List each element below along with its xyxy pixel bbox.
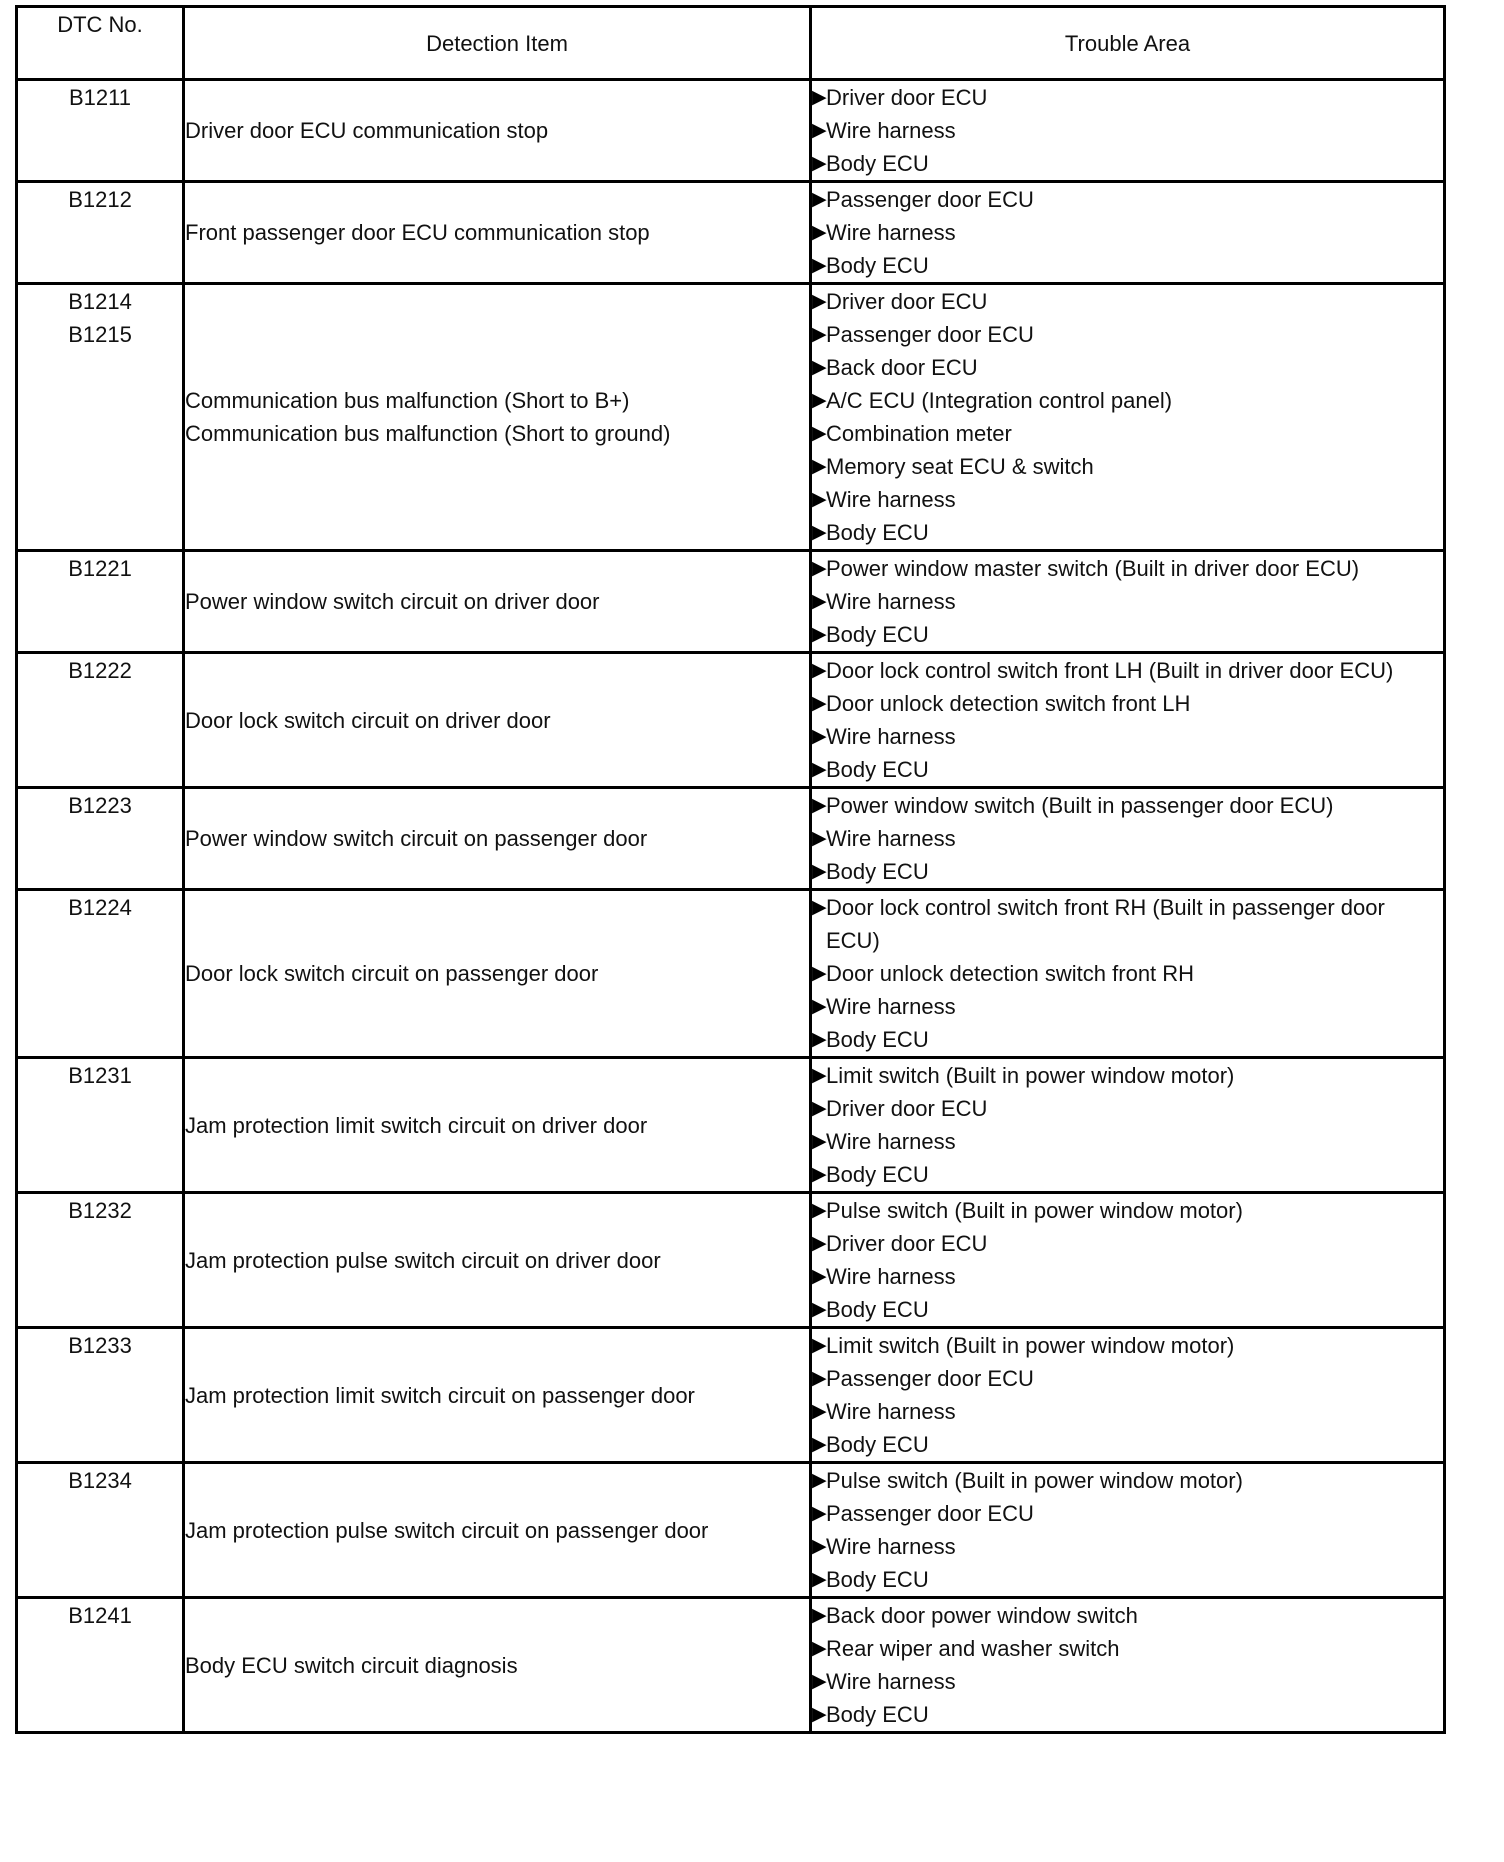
- dtc-number-cell: [17, 1193, 184, 1328]
- right-triangle-bullet-icon: ▶: [812, 693, 827, 714]
- trouble-area-cell: [811, 551, 1445, 653]
- dtc-number-cell: [17, 653, 184, 788]
- detection-item-text: Driver door ECU communication stop: [185, 118, 549, 143]
- trouble-area-text: Body ECU: [826, 622, 929, 647]
- dtc-code: B1222: [68, 658, 132, 683]
- table-row: [17, 1058, 1445, 1193]
- dtc-number-cell: [17, 1598, 184, 1733]
- right-triangle-bullet-icon: ▶: [812, 423, 827, 444]
- trouble-area-item: [812, 789, 1443, 822]
- trouble-area-text: Limit switch (Built in power window motor): [826, 1063, 1235, 1088]
- trouble-area-text: Back door power window switch: [826, 1603, 1138, 1628]
- trouble-area-item: [812, 1059, 1443, 1092]
- trouble-area-cell: [811, 788, 1445, 890]
- right-triangle-bullet-icon: ▶: [812, 861, 827, 882]
- trouble-area-item: [812, 1125, 1443, 1158]
- dtc-number-cell: [17, 890, 184, 1058]
- trouble-area-item: [812, 81, 1443, 114]
- dtc-code: B1224: [68, 895, 132, 920]
- dtc-code: B1214: [68, 289, 132, 314]
- trouble-area-item: [812, 1665, 1443, 1698]
- trouble-area-item: [812, 822, 1443, 855]
- right-triangle-bullet-icon: ▶: [812, 795, 827, 816]
- right-triangle-bullet-icon: ▶: [812, 1029, 827, 1050]
- trouble-area-text: Wire harness: [826, 118, 956, 143]
- table-row: [17, 1193, 1445, 1328]
- right-triangle-bullet-icon: ▶: [812, 1266, 827, 1287]
- trouble-area-item: [812, 1530, 1443, 1563]
- trouble-area-item: [812, 318, 1443, 351]
- dtc-code: B1212: [68, 187, 132, 212]
- dtc-number-cell: [17, 284, 184, 551]
- trouble-area-item: [812, 216, 1443, 249]
- trouble-area-text: Body ECU: [826, 253, 929, 278]
- dtc-code: B1234: [68, 1468, 132, 1493]
- dtc-number-cell: [17, 1328, 184, 1463]
- dtc-code: B1241: [68, 1603, 132, 1628]
- trouble-area-text: Rear wiper and washer switch: [826, 1636, 1120, 1661]
- trouble-area-text: Driver door ECU: [826, 289, 988, 314]
- detection-item-text: Power window switch circuit on driver door: [185, 589, 600, 614]
- trouble-area-cell: [811, 80, 1445, 182]
- trouble-area-item: [812, 552, 1443, 585]
- right-triangle-bullet-icon: ▶: [812, 1368, 827, 1389]
- table-row: [17, 551, 1445, 653]
- trouble-area-item: [812, 384, 1443, 417]
- right-triangle-bullet-icon: ▶: [812, 726, 827, 747]
- trouble-area-text: Wire harness: [826, 1669, 956, 1694]
- right-triangle-bullet-icon: ▶: [812, 1335, 827, 1356]
- right-triangle-bullet-icon: ▶: [812, 1704, 827, 1725]
- dtc-number-cell: [17, 1058, 184, 1193]
- dtc-number-cell: [17, 80, 184, 182]
- detection-item-text: Body ECU switch circuit diagnosis: [185, 1652, 518, 1678]
- trouble-area-text: Wire harness: [826, 826, 956, 851]
- trouble-area-item: [812, 351, 1443, 384]
- trouble-area-item: [812, 1260, 1443, 1293]
- trouble-area-item: [812, 417, 1443, 450]
- trouble-area-text: Wire harness: [826, 220, 956, 245]
- right-triangle-bullet-icon: ▶: [812, 1434, 827, 1455]
- trouble-area-item: [812, 618, 1443, 651]
- dtc-code: B1231: [68, 1063, 132, 1088]
- trouble-area-item: [812, 720, 1443, 753]
- right-triangle-bullet-icon: ▶: [812, 1164, 827, 1185]
- trouble-area-text: Wire harness: [826, 1399, 956, 1424]
- trouble-area-item: [812, 114, 1443, 147]
- right-triangle-bullet-icon: ▶: [812, 996, 827, 1017]
- trouble-area-item: [812, 1563, 1443, 1596]
- dtc-number-cell: [17, 182, 184, 284]
- dtc-code: B1221: [68, 556, 132, 581]
- trouble-area-cell: [811, 1193, 1445, 1328]
- right-triangle-bullet-icon: ▶: [812, 153, 827, 174]
- right-triangle-bullet-icon: ▶: [812, 255, 827, 276]
- detection-item-cell: [184, 284, 811, 551]
- table-row: [17, 182, 1445, 284]
- trouble-area-text: Passenger door ECU: [826, 1366, 1034, 1391]
- trouble-area-item: [812, 1599, 1443, 1632]
- trouble-area-text: Wire harness: [826, 589, 956, 614]
- right-triangle-bullet-icon: ▶: [812, 897, 827, 918]
- detection-item-text: Door lock switch circuit on passenger door: [185, 961, 599, 986]
- detection-item-text: Communication bus malfunction (Short to ground): [185, 421, 671, 446]
- detection-item-cell: [184, 653, 811, 788]
- right-triangle-bullet-icon: ▶: [812, 1470, 827, 1491]
- dtc-table: [15, 5, 1446, 1734]
- right-triangle-bullet-icon: ▶: [812, 660, 827, 681]
- dtc-code: B1215: [68, 322, 132, 347]
- table-row: [17, 80, 1445, 182]
- trouble-area-text: Driver door ECU: [826, 85, 988, 110]
- right-triangle-bullet-icon: ▶: [812, 1098, 827, 1119]
- trouble-area-item: [812, 990, 1443, 1023]
- trouble-area-text: Body ECU: [826, 757, 929, 782]
- right-triangle-bullet-icon: ▶: [812, 1638, 827, 1659]
- right-triangle-bullet-icon: ▶: [812, 828, 827, 849]
- trouble-area-cell: [811, 182, 1445, 284]
- dtc-number-cell: [17, 551, 184, 653]
- dtc-number-cell: [17, 788, 184, 890]
- right-triangle-bullet-icon: ▶: [812, 291, 827, 312]
- header-row: [17, 7, 1445, 80]
- trouble-area-item: [812, 654, 1443, 687]
- right-triangle-bullet-icon: ▶: [812, 1401, 827, 1422]
- trouble-area-item: [812, 1158, 1443, 1191]
- trouble-area-item: [812, 1497, 1443, 1530]
- right-triangle-bullet-icon: ▶: [812, 1233, 827, 1254]
- trouble-area-item: [812, 249, 1443, 282]
- dtc-code: B1233: [68, 1333, 132, 1358]
- table-row: [17, 890, 1445, 1058]
- trouble-area-cell: [811, 1058, 1445, 1193]
- trouble-area-text: Wire harness: [826, 487, 956, 512]
- trouble-area-cell: [811, 284, 1445, 551]
- detection-item-cell: [184, 1598, 811, 1733]
- trouble-area-text: Passenger door ECU: [826, 187, 1034, 212]
- trouble-area-item: [812, 1464, 1443, 1497]
- trouble-area-text: Wire harness: [826, 1264, 956, 1289]
- detection-item-cell: [184, 80, 811, 182]
- trouble-area-text: Limit switch (Built in power window motor): [826, 1333, 1235, 1358]
- detection-item-cell: [184, 890, 811, 1058]
- detection-item-cell: [184, 1058, 811, 1193]
- table-row: [17, 653, 1445, 788]
- trouble-area-item: [812, 1092, 1443, 1125]
- trouble-area-text: Power window master switch (Built in driver door ECU): [826, 556, 1360, 581]
- trouble-area-item: [812, 1293, 1443, 1326]
- table-row: [17, 1463, 1445, 1598]
- table-row: [17, 1598, 1445, 1733]
- trouble-area-item: [812, 1023, 1443, 1056]
- trouble-area-text: Passenger door ECU: [826, 1501, 1034, 1526]
- trouble-area-item: [812, 1395, 1443, 1428]
- detection-item-cell: [184, 1193, 811, 1328]
- trouble-area-text: Body ECU: [826, 1297, 929, 1322]
- trouble-area-cell: [811, 1328, 1445, 1463]
- trouble-area-text: Body ECU: [826, 1432, 929, 1457]
- trouble-area-text: Power window switch (Built in passenger door ECU): [826, 793, 1334, 818]
- trouble-area-item: [812, 1632, 1443, 1665]
- detection-item-cell: [184, 1328, 811, 1463]
- trouble-area-item: [812, 516, 1443, 549]
- right-triangle-bullet-icon: ▶: [812, 1299, 827, 1320]
- trouble-area-item: [812, 450, 1443, 483]
- trouble-area-text: Pulse switch (Built in power window motor): [826, 1468, 1243, 1493]
- right-triangle-bullet-icon: ▶: [812, 1605, 827, 1626]
- right-triangle-bullet-icon: ▶: [812, 1200, 827, 1221]
- trouble-area-text: Driver door ECU: [826, 1096, 988, 1121]
- trouble-area-text: Passenger door ECU: [826, 322, 1034, 347]
- trouble-area-text: Door unlock detection switch front LH: [826, 691, 1191, 716]
- right-triangle-bullet-icon: ▶: [812, 963, 827, 984]
- right-triangle-bullet-icon: ▶: [812, 1671, 827, 1692]
- right-triangle-bullet-icon: ▶: [812, 591, 827, 612]
- trouble-area-cell: [811, 1463, 1445, 1598]
- trouble-area-text: Body ECU: [826, 1567, 929, 1592]
- right-triangle-bullet-icon: ▶: [812, 1536, 827, 1557]
- trouble-area-text: Wire harness: [826, 994, 956, 1019]
- detection-item-text: Jam protection limit switch circuit on driver door: [185, 1112, 648, 1138]
- trouble-area-item: [812, 1428, 1443, 1461]
- trouble-area-item: [812, 957, 1443, 990]
- dtc-code: B1232: [68, 1198, 132, 1223]
- dtc-code: B1223: [68, 793, 132, 818]
- trouble-area-item: [812, 285, 1443, 318]
- trouble-area-cell: [811, 653, 1445, 788]
- header-detection-item: Detection Item: [184, 7, 811, 80]
- trouble-area-text: Wire harness: [826, 1129, 956, 1154]
- trouble-area-item: [812, 1329, 1443, 1362]
- dtc-code: B1211: [69, 85, 131, 110]
- right-triangle-bullet-icon: ▶: [812, 456, 827, 477]
- right-triangle-bullet-icon: ▶: [812, 87, 827, 108]
- detection-item-text: Jam protection limit switch circuit on passenger door: [185, 1382, 695, 1408]
- trouble-area-text: Body ECU: [826, 151, 929, 176]
- trouble-area-item: [812, 183, 1443, 216]
- right-triangle-bullet-icon: ▶: [812, 624, 827, 645]
- detection-item-cell: [184, 182, 811, 284]
- right-triangle-bullet-icon: ▶: [812, 324, 827, 345]
- table-row: [17, 788, 1445, 890]
- detection-item-text: Communication bus malfunction (Short to B+): [185, 388, 630, 413]
- trouble-area-item: [812, 1362, 1443, 1395]
- trouble-area-item: [812, 483, 1443, 516]
- right-triangle-bullet-icon: ▶: [812, 189, 827, 210]
- header-trouble-area: Trouble Area: [811, 7, 1445, 80]
- trouble-area-text: Back door ECU: [826, 355, 978, 380]
- detection-item-text: Power window switch circuit on passenger door: [185, 826, 648, 851]
- trouble-area-text: Wire harness: [826, 1534, 956, 1559]
- detection-item-text: Door lock switch circuit on driver door: [185, 707, 551, 733]
- trouble-area-cell: [811, 890, 1445, 1058]
- trouble-area-text: A/C ECU (Integration control panel): [826, 388, 1173, 413]
- dtc-number-cell: [17, 1463, 184, 1598]
- trouble-area-cell: [811, 1598, 1445, 1733]
- right-triangle-bullet-icon: ▶: [812, 522, 827, 543]
- right-triangle-bullet-icon: ▶: [812, 120, 827, 141]
- right-triangle-bullet-icon: ▶: [812, 1065, 827, 1086]
- trouble-area-text: Door lock control switch front RH (Built in passenger door ECU): [826, 895, 1385, 953]
- right-triangle-bullet-icon: ▶: [812, 1131, 827, 1152]
- detection-item-text: Jam protection pulse switch circuit on passenger door: [185, 1517, 709, 1543]
- trouble-area-text: Body ECU: [826, 859, 929, 884]
- header-dtc-no: DTC No.: [17, 7, 184, 80]
- trouble-area-text: Pulse switch (Built in power window motor): [826, 1198, 1243, 1223]
- trouble-area-item: [812, 891, 1443, 957]
- trouble-area-text: Body ECU: [826, 1162, 929, 1187]
- detection-item-cell: [184, 551, 811, 653]
- trouble-area-text: Driver door ECU: [826, 1231, 988, 1256]
- right-triangle-bullet-icon: ▶: [812, 759, 827, 780]
- right-triangle-bullet-icon: ▶: [812, 489, 827, 510]
- trouble-area-text: Wire harness: [826, 724, 956, 749]
- table-row: [17, 284, 1445, 551]
- table-body: [17, 80, 1445, 1733]
- trouble-area-text: Door lock control switch front LH (Built in driver door ECU): [826, 658, 1394, 683]
- trouble-area-item: [812, 147, 1443, 180]
- right-triangle-bullet-icon: ▶: [812, 558, 827, 579]
- trouble-area-item: [812, 687, 1443, 720]
- trouble-area-item: [812, 1227, 1443, 1260]
- right-triangle-bullet-icon: ▶: [812, 222, 827, 243]
- trouble-area-text: Door unlock detection switch front RH: [826, 961, 1195, 986]
- trouble-area-item: [812, 1194, 1443, 1227]
- trouble-area-text: Combination meter: [826, 421, 1012, 446]
- trouble-area-text: Body ECU: [826, 1027, 929, 1052]
- right-triangle-bullet-icon: ▶: [812, 390, 827, 411]
- right-triangle-bullet-icon: ▶: [812, 1569, 827, 1590]
- trouble-area-text: Memory seat ECU & switch: [826, 454, 1094, 479]
- trouble-area-text: Body ECU: [826, 1702, 929, 1727]
- trouble-area-item: [812, 1698, 1443, 1731]
- trouble-area-item: [812, 585, 1443, 618]
- trouble-area-item: [812, 753, 1443, 786]
- right-triangle-bullet-icon: ▶: [812, 1503, 827, 1524]
- detection-item-cell: [184, 788, 811, 890]
- detection-item-text: Jam protection pulse switch circuit on driver door: [185, 1247, 661, 1273]
- right-triangle-bullet-icon: ▶: [812, 357, 827, 378]
- detection-item-cell: [184, 1463, 811, 1598]
- table-row: [17, 1328, 1445, 1463]
- trouble-area-text: Body ECU: [826, 520, 929, 545]
- trouble-area-item: [812, 855, 1443, 888]
- detection-item-text: Front passenger door ECU communication stop: [185, 220, 650, 245]
